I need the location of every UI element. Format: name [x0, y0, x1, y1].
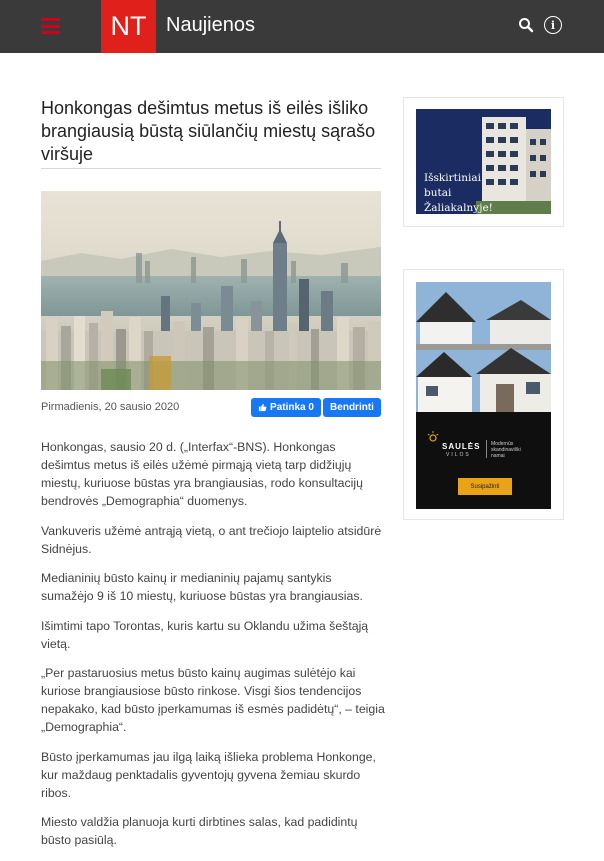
ad-houses-image [416, 282, 551, 412]
ad-villas-brand-sub: VILOS [446, 452, 471, 458]
facebook-like-button[interactable] [251, 398, 321, 417]
ad-villas-brand: SAULĖS [442, 442, 481, 451]
article-paragraph: „Per pastaruosius metus būsto kainų augimas sulėtėjo kai kuriose brangiausiose būsto rinkose. Visgi šios tendencijos nepakako, kad būsto įperkamumas iš esmės padidėtų“, – teigia „Demographia“. [41, 666, 385, 734]
top-navigation-bar [0, 0, 604, 53]
info-icon[interactable]: i [544, 16, 562, 34]
ad-villas-description: Modernūs skandinaviški namai [491, 441, 521, 459]
site-logo[interactable]: NT [101, 0, 156, 53]
site-name[interactable]: Naujienos [166, 14, 255, 36]
article-paragraph: Honkongas, sausio 20 d. („Interfax“-BNS). Honkongas dešimtus metus iš eilės užėmė pirmąją vietą tarp didžiųjų miestų, kuriuose būstas yra brangiausias, rodo konsultacijų bendrovės „Demographia“ duomenys. [41, 440, 363, 508]
article-paragraph: Vankuveris užėmė antrąją vietą, o ant trečiojo laiptelio atsidūrė Sidnėjus. [41, 523, 382, 556]
ad-banner-villas[interactable] [416, 282, 551, 509]
article-paragraph: Išimtimi tapo Torontas, kuris kartu su Oklandu užima šeštąją vietą. [41, 618, 369, 651]
ad-villas-cta-button[interactable]: Susipažinti [458, 478, 512, 495]
title-divider [41, 168, 381, 169]
search-icon[interactable] [518, 17, 534, 33]
sidebar-ad-villas [403, 269, 564, 520]
article-date: Pirmadienis, 20 sausio 2020 [41, 401, 180, 413]
sidebar-ad-apartments [403, 97, 564, 227]
like-label: Patinka 0 [270, 402, 314, 413]
article-body [41, 438, 386, 861]
ad-villas-divider [486, 440, 487, 458]
ad-apartments-text: Išskirtiniai butai Žaliakalnyje! [424, 172, 493, 214]
article-title: Honkongas dešimtus metus iš eilės išliko brangiausią būstą siūlančių miestų sąrašo viršuje [41, 98, 376, 164]
article-hero-image [41, 191, 381, 390]
sun-logo-icon [426, 430, 440, 444]
ad-banner-apartments[interactable] [416, 109, 551, 214]
thumbs-up-icon [258, 403, 267, 412]
facebook-share-button[interactable]: Bendrinti [323, 398, 381, 417]
hamburger-menu-icon[interactable] [41, 18, 60, 34]
article-paragraph: Miesto valdžia planuoja kurti dirbtines salas, kad padidintų būsto pasiūlą. [41, 815, 358, 847]
article-paragraph: Medianinių būsto kainų ir medianinių pajamų santykis sumažėjo 9 iš 10 miestų, kuriuose būstas yra brangiausias. [41, 571, 363, 603]
article-paragraph: Būsto įperkamumas jau ilgą laiką išlieka problema Honkonge, kur maždaug penktadalis gyventojų gyvena žemiau skurdo ribos. [41, 749, 376, 800]
